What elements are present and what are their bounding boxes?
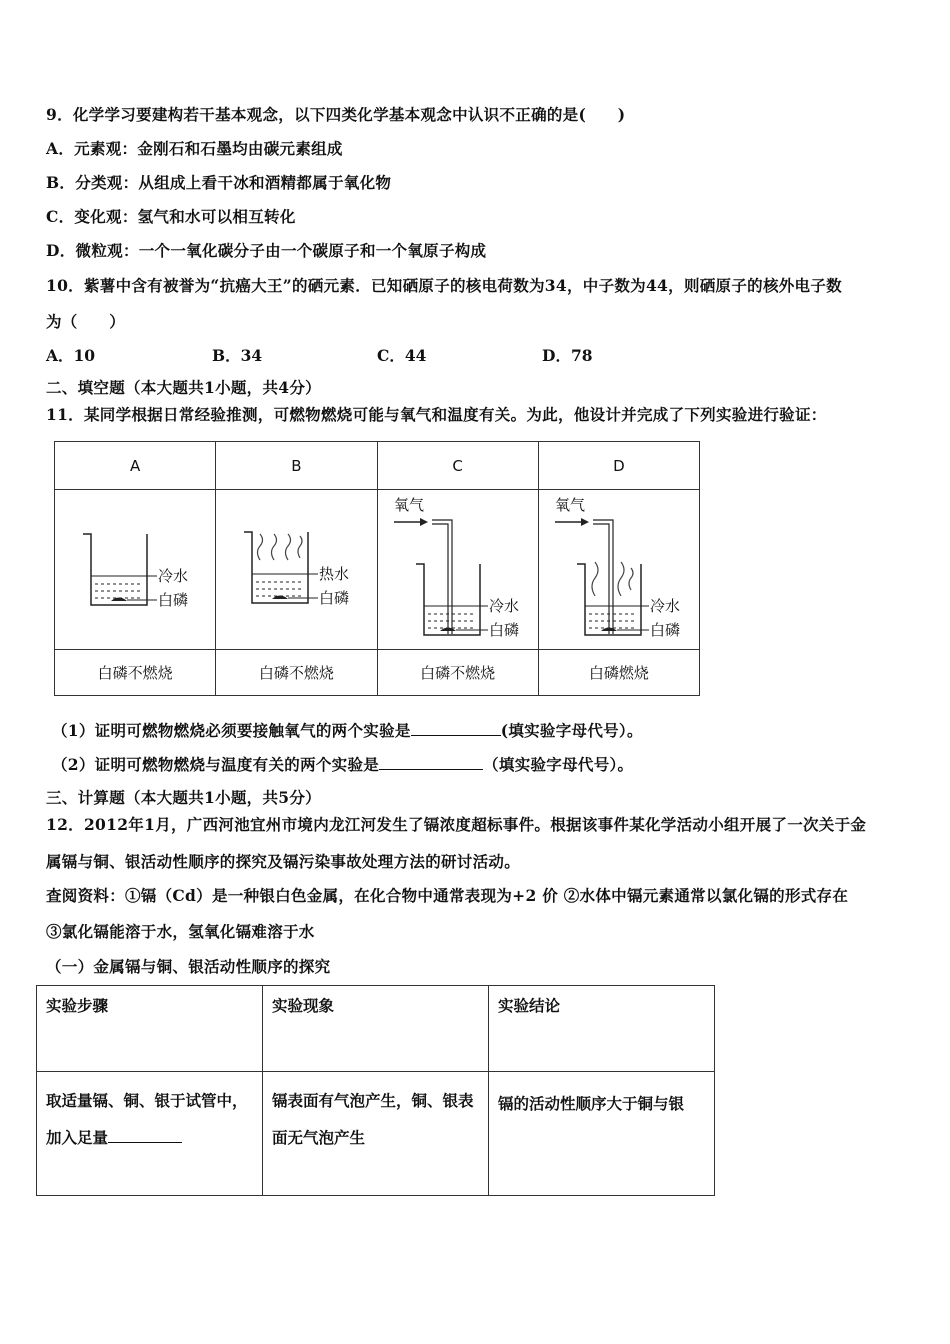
cell-conclusion: 镉的活动性顺序大于铜与银 [489,1072,715,1196]
exp-col-a: A [55,442,216,490]
cell-step [37,1072,263,1196]
beaker-hot-icon [216,490,376,645]
exp-a-diagram [55,490,216,650]
q11-sub2-hint: （填实验字母代号）。 [483,755,634,774]
q12-info-line1: 查阅资料：①镉（Cd）是一种银白色金属，在化合物中通常表现为+2 价 ②水体中镉元素通常以氯化镉的形式存在 [46,886,849,905]
beaker-cold-icon [55,490,215,645]
label-cold-water-a: 冷水 [158,567,189,585]
q12-stem-line1: 12．2012年1月，广西河池宜州市境内龙江河发生了镉浓度超标事件。根据该事件某化学活动小组开展了一次关于金 [46,815,867,834]
exp-col-b: B [216,442,377,490]
label-cold-water-d: 冷水 [649,597,680,615]
label-phosphorus-c: 白磷 [488,621,519,639]
q10-stem-line1: 10．紫薯中含有被誉为“抗癌大王”的硒元素．已知硒原子的核电荷数为34，中子数为44，则硒原子的核外电子数 [46,276,842,295]
label-hot-water-b: 热水 [319,565,350,583]
header-conclusion: 实验结论 [489,986,715,1072]
q9-stem: 9．化学学习要建构若干基本观念，以下四类化学基本观念中认识不正确的是( ) [46,105,626,124]
beaker-burning-icon [539,490,699,645]
q11-sub1-text: （1）证明可燃物燃烧必须要接触氧气的两个实验是 [52,721,411,740]
q10-stem-line2: 为（ ） [46,312,126,331]
exp-d-diagram [538,490,699,650]
q10-option-a: A．10 [46,346,96,365]
label-oxygen-c: 氧气 [393,496,424,514]
section-2-heading: 二、填空题（本大题共1小题，共4分） [46,378,321,397]
q10-option-d: D．78 [542,346,593,365]
q11-stem: 11．某同学根据日常经验推测，可燃物燃烧可能与氧气和温度有关。为此，他设计并完成了下列实验进行验证： [46,405,827,424]
label-phosphorus-d: 白磷 [649,621,680,639]
q10-option-b: B．34 [212,346,263,365]
q9-option-c: C．变化观：氢气和水可以相互转化 [46,207,296,226]
q12-part1-heading: （一）金属镉与铜、银活动性顺序的探究 [46,957,331,976]
exp-b-diagram [216,490,377,650]
cell-phenomenon: 镉表面有气泡产生，铜、银表面无气泡产生 [263,1072,489,1196]
q11-sub1-hint: (填实验字母代号）。 [500,721,643,740]
q9-option-a: A．元素观：金刚石和石墨均由碳元素组成 [46,139,343,158]
q11-sub1-blank[interactable] [411,721,501,736]
step-line2 [46,1119,253,1156]
header-phenomenon: 实验现象 [263,986,489,1072]
label-phosphorus-b: 白磷 [319,589,350,607]
q11-sub2-text: （2）证明可燃物燃烧与温度有关的两个实验是 [52,755,380,774]
label-cold-water-c: 冷水 [488,597,519,615]
q12-inquiry-table [36,985,715,1196]
exp-b-result: 白磷不燃烧 [216,650,377,696]
exp-a-result: 白磷不燃烧 [55,650,216,696]
q12-stem-line2: 属镉与铜、银活动性顺序的探究及镉污染事故处理方法的研讨活动。 [46,852,521,871]
exp-d-result: 白磷燃烧 [538,650,699,696]
q12-info-line2: ③氯化镉能溶于水，氢氧化镉难溶于水 [46,922,315,941]
q9-option-b: B．分类观：从组成上看干冰和酒精都属于氧化物 [46,173,392,192]
header-step: 实验步骤 [37,986,263,1072]
beaker-cold-oxygen-icon [378,490,538,645]
exp-col-d: D [538,442,699,490]
step-line1: 取适量镉、铜、银于试管中， [46,1091,248,1110]
q11-sub1 [52,719,643,741]
exp-col-c: C [377,442,538,490]
q11-experiment-table [54,441,700,696]
label-phosphorus-a: 白磷 [158,591,189,609]
step-blank[interactable] [108,1128,182,1143]
q11-sub2 [52,753,633,775]
exp-c-result: 白磷不燃烧 [377,650,538,696]
exp-c-diagram [377,490,538,650]
q11-sub2-blank[interactable] [379,755,483,770]
section-3-heading: 三、计算题（本大题共1小题，共5分） [46,788,321,807]
q9-option-d: D．微粒观：一个一氧化碳分子由一个碳原子和一个氧原子构成 [46,241,487,260]
q10-option-c: C．44 [377,346,427,365]
label-oxygen-d: 氧气 [554,496,585,514]
step-line2-text: 加入足量 [46,1128,109,1147]
